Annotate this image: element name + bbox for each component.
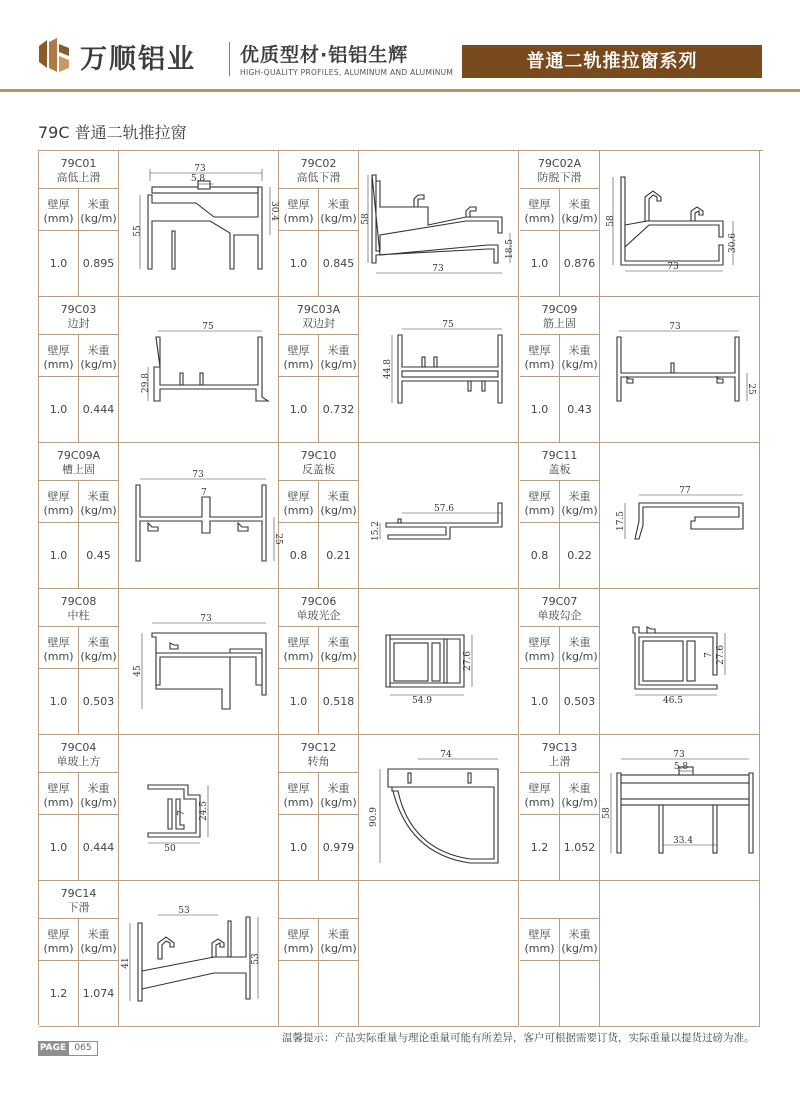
profile-drawing [599, 297, 760, 443]
product-name: 槽上固 [62, 463, 95, 476]
weight-disclaimer: 温馨提示：产品实际重量与理论重量可能有所差异，客户可根据需要订货，实际重量以提货过磅为准。 [282, 1032, 755, 1044]
weight-header: 米重 (kg/m) [320, 198, 357, 225]
brand-name: 万顺铝业 [80, 44, 196, 75]
profile-cross-section [599, 443, 759, 588]
dimension-label: 50 [164, 844, 176, 854]
thickness-header: 壁厚 (mm) [43, 198, 74, 225]
product-info [39, 443, 119, 589]
product-info [520, 881, 600, 1027]
thickness-header: 壁厚 (mm) [43, 344, 74, 371]
dimension-label: 46.5 [662, 696, 684, 706]
profile-drawing [599, 589, 760, 735]
thickness-header: 壁厚 (mm) [43, 928, 74, 955]
thickness-header: 壁厚 (mm) [43, 490, 74, 517]
profile-drawing [358, 297, 519, 443]
weight-value: 0.444 [82, 841, 115, 854]
weight-header: 米重 (kg/m) [80, 636, 117, 663]
product-info [279, 443, 359, 589]
row-rule [39, 376, 118, 377]
product-name: 上滑 [548, 755, 571, 768]
weight-value: 0.22 [567, 549, 592, 562]
row-rule [39, 522, 118, 523]
dimension-label: 15.2 [371, 520, 381, 542]
row-rule [39, 668, 118, 669]
weight-value: 0.732 [322, 403, 355, 416]
product-name: 反盖板 [302, 463, 335, 476]
thickness-value: 1.0 [289, 695, 308, 708]
thickness-value: 1.0 [49, 695, 68, 708]
weight-value: 0.979 [322, 841, 355, 854]
product-info [39, 589, 119, 735]
header-divider [229, 42, 230, 76]
product-info [279, 151, 359, 297]
series-banner [462, 45, 762, 78]
thickness-value: 1.0 [530, 257, 549, 270]
thickness-header: 壁厚 (mm) [43, 782, 74, 809]
product-code: 79C08 [60, 595, 97, 608]
weight-header: 米重 (kg/m) [561, 928, 598, 955]
product-name: 下滑 [67, 901, 90, 914]
dimension-label: 33.4 [672, 836, 694, 846]
weight-header: 米重 (kg/m) [561, 198, 598, 225]
row-rule [520, 814, 599, 815]
series-title: 普通二轨推拉窗系列 [526, 51, 698, 72]
product-info [520, 151, 600, 297]
weight-value: 0.21 [326, 549, 351, 562]
thickness-value: 1.2 [530, 841, 549, 854]
profile-drawing [118, 151, 279, 297]
profile-drawing [599, 881, 760, 1027]
product-name: 盖板 [548, 463, 571, 476]
product-code: 79C13 [541, 741, 578, 754]
profile-cross-section [358, 735, 518, 880]
weight-value: 0.518 [322, 695, 355, 708]
product-name: 筋上固 [543, 317, 576, 330]
product-code: 79C02 [300, 157, 337, 170]
profile-drawing [118, 589, 279, 735]
dimension-label: 27.6 [463, 650, 473, 672]
dimension-label: 5.8 [190, 174, 206, 184]
thickness-value: 1.0 [289, 403, 308, 416]
dimension-label: 25 [746, 383, 756, 395]
slogan: 优质型材·铝铝生辉 [240, 44, 409, 66]
dimension-label: 90.9 [369, 806, 379, 828]
profile-drawing [358, 735, 519, 881]
dimension-label: 45 [133, 665, 143, 677]
thickness-value: 1.0 [289, 841, 308, 854]
dimension-label: 58 [606, 215, 616, 227]
profile-cross-section [118, 151, 278, 296]
dimension-label: 58 [361, 213, 371, 225]
product-code: 79C14 [60, 887, 97, 900]
thickness-value: 1.0 [530, 403, 549, 416]
product-code: 79C03 [60, 303, 97, 316]
thickness-value: 0.8 [530, 549, 549, 562]
profile-cross-section [118, 297, 278, 442]
weight-header: 米重 (kg/m) [80, 198, 117, 225]
weight-value: 0.43 [567, 403, 592, 416]
product-name: 边封 [67, 317, 90, 330]
product-info [39, 297, 119, 443]
row-rule [279, 376, 358, 377]
product-code: 79C10 [300, 449, 337, 462]
weight-header: 米重 (kg/m) [561, 490, 598, 517]
profile-drawing [358, 881, 519, 1027]
product-name: 单玻光企 [296, 609, 341, 622]
thickness-value: 0.8 [289, 549, 308, 562]
thickness-header: 壁厚 (mm) [524, 198, 555, 225]
profile-drawing [358, 589, 519, 735]
profile-drawing [118, 735, 279, 881]
profile-cross-section [118, 589, 278, 734]
weight-header: 米重 (kg/m) [320, 344, 357, 371]
dimension-label: 44.8 [383, 358, 393, 380]
profile-cross-section [118, 443, 283, 588]
dimension-label: 29.8 [141, 372, 151, 394]
thickness-header: 壁厚 (mm) [283, 490, 314, 517]
brand-logo-icon [37, 38, 71, 72]
row-rule [279, 814, 358, 815]
profile-drawing [358, 151, 519, 297]
thickness-header: 壁厚 (mm) [524, 636, 555, 663]
weight-header: 米重 (kg/m) [320, 928, 357, 955]
profile-cross-section [118, 881, 278, 1026]
weight-header: 米重 (kg/m) [320, 782, 357, 809]
weight-header: 米重 (kg/m) [80, 344, 117, 371]
page-number: 065 [68, 1041, 98, 1056]
thickness-header: 壁厚 (mm) [524, 782, 555, 809]
product-code: 79C12 [300, 741, 337, 754]
thickness-value: 1.0 [49, 841, 68, 854]
thickness-value: 1.2 [49, 987, 68, 1000]
weight-value: 0.503 [82, 695, 115, 708]
dimension-label: 5.8 [673, 762, 689, 772]
row-rule [520, 522, 599, 523]
row-rule [520, 668, 599, 669]
profile-cross-section [358, 151, 518, 296]
weight-value: 0.895 [82, 257, 115, 270]
dimension-label: 73 [669, 322, 681, 332]
weight-value: 1.074 [82, 987, 115, 1000]
dimension-label: 55 [133, 225, 143, 237]
dimension-label: 30.6 [728, 232, 738, 254]
dimension-label: 17.5 [616, 510, 626, 532]
dimension-label: 75 [442, 320, 454, 330]
section-title: 79C 普通二轨推拉窗 [38, 123, 187, 142]
product-code: 79C03A [296, 303, 341, 316]
thickness-header: 壁厚 (mm) [524, 490, 555, 517]
thickness-header: 壁厚 (mm) [283, 782, 314, 809]
row-rule [520, 230, 599, 231]
thickness-header: 壁厚 (mm) [43, 636, 74, 663]
row-rule [279, 668, 358, 669]
weight-value: 0.45 [86, 549, 111, 562]
product-code: 79C01 [60, 157, 97, 170]
profile-drawing [599, 151, 760, 297]
dimension-label: 57.6 [433, 504, 455, 514]
dimension-label: 41 [121, 957, 131, 969]
row-rule [279, 522, 358, 523]
product-info [279, 297, 359, 443]
product-info [39, 151, 119, 297]
profile-cross-section [358, 589, 518, 734]
weight-header: 米重 (kg/m) [561, 636, 598, 663]
dimension-label: 7 [201, 488, 207, 498]
dimension-label: 73 [673, 750, 685, 760]
profile-cross-section [599, 297, 759, 442]
thickness-value: 1.0 [49, 403, 68, 416]
product-name: 双边封 [302, 317, 335, 330]
product-code: 79C11 [541, 449, 578, 462]
thickness-value: 1.0 [49, 257, 68, 270]
profile-cross-section [118, 735, 278, 880]
dimension-label: 24.5 [199, 800, 209, 822]
row-rule [39, 230, 118, 231]
weight-value: 0.444 [82, 403, 115, 416]
dimension-label: 58 [602, 807, 612, 819]
thickness-value: 1.0 [530, 695, 549, 708]
product-name: 中柱 [67, 609, 90, 622]
thickness-header: 壁厚 (mm) [524, 344, 555, 371]
profile-drawing [118, 443, 283, 589]
row-rule [520, 960, 599, 961]
weight-value: 0.845 [322, 257, 355, 270]
product-info [279, 881, 359, 1027]
weight-value: 0.503 [563, 695, 596, 708]
weight-header: 米重 (kg/m) [80, 490, 117, 517]
dimension-label: 25 [273, 533, 283, 545]
product-code: 79C09A [56, 449, 101, 462]
dimension-label: 74 [440, 750, 452, 760]
thickness-header: 壁厚 (mm) [283, 198, 314, 225]
profile-drawing [358, 443, 519, 589]
weight-header: 米重 (kg/m) [80, 928, 117, 955]
profile-drawing [599, 443, 760, 589]
weight-header: 米重 (kg/m) [561, 782, 598, 809]
weight-header: 米重 (kg/m) [320, 636, 357, 663]
header-rule [0, 89, 800, 92]
thickness-header: 壁厚 (mm) [283, 344, 314, 371]
page-header [0, 0, 800, 92]
row-rule [39, 960, 118, 961]
profile-drawing [118, 881, 279, 1027]
thickness-value: 1.0 [289, 257, 308, 270]
product-info [520, 297, 600, 443]
profile-cross-section [599, 151, 759, 296]
product-info [520, 589, 600, 735]
profile-drawing [599, 735, 760, 881]
product-code: 79C07 [541, 595, 578, 608]
thickness-header: 壁厚 (mm) [283, 928, 314, 955]
dimension-label: 73 [200, 614, 212, 624]
dimension-label: 27.6 [716, 644, 726, 666]
weight-header: 米重 (kg/m) [80, 782, 117, 809]
dimension-label: 73 [432, 264, 444, 274]
product-name: 单玻勾企 [537, 609, 582, 622]
dimension-label: 54.9 [411, 696, 433, 706]
dimension-label: 73 [667, 262, 679, 272]
product-code: 79C09 [541, 303, 578, 316]
product-code: 79C06 [300, 595, 337, 608]
thickness-header: 壁厚 (mm) [524, 928, 555, 955]
dimension-label: 18.5 [505, 238, 515, 260]
thickness-header: 壁厚 (mm) [283, 636, 314, 663]
product-info [279, 589, 359, 735]
row-rule [279, 960, 358, 961]
profile-cross-section [358, 443, 518, 588]
product-name: 高低上滑 [56, 171, 101, 184]
dimension-label: 7 [704, 652, 714, 658]
product-code: 79C04 [60, 741, 97, 754]
product-name: 防脱下滑 [537, 171, 582, 184]
profile-drawing [118, 297, 279, 443]
product-catalog-grid [38, 150, 763, 1025]
product-info [279, 735, 359, 881]
row-rule [279, 230, 358, 231]
profile-cross-section [599, 735, 759, 880]
profile-cross-section [358, 297, 518, 442]
dimension-label: 73 [194, 164, 206, 174]
dimension-label: 30.4 [269, 200, 279, 222]
dimension-label: 77 [679, 486, 691, 496]
row-rule [520, 376, 599, 377]
weight-value: 0.876 [563, 257, 596, 270]
weight-header: 米重 (kg/m) [320, 490, 357, 517]
weight-value: 1.052 [563, 841, 596, 854]
profile-cross-section [599, 589, 759, 734]
product-info [39, 881, 119, 1027]
thickness-value: 1.0 [49, 549, 68, 562]
product-name: 单玻上方 [56, 755, 101, 768]
product-code: 79C02A [537, 157, 582, 170]
product-info [520, 735, 600, 881]
dimension-label: 73 [192, 470, 204, 480]
row-rule [39, 814, 118, 815]
slogan-english: HIGH-QUALITY PROFILES, ALUMINUM AND ALUMINUM [240, 68, 454, 77]
dimension-label: 75 [202, 322, 214, 332]
dimension-label: 53 [251, 953, 261, 965]
page-label: PAGE [38, 1041, 68, 1056]
weight-header: 米重 (kg/m) [561, 344, 598, 371]
product-name: 高低下滑 [296, 171, 341, 184]
dimension-label: 53 [178, 906, 190, 916]
dimension-label: 7 [177, 810, 187, 816]
product-info [39, 735, 119, 881]
product-info [520, 443, 600, 589]
product-name: 转角 [307, 755, 330, 768]
